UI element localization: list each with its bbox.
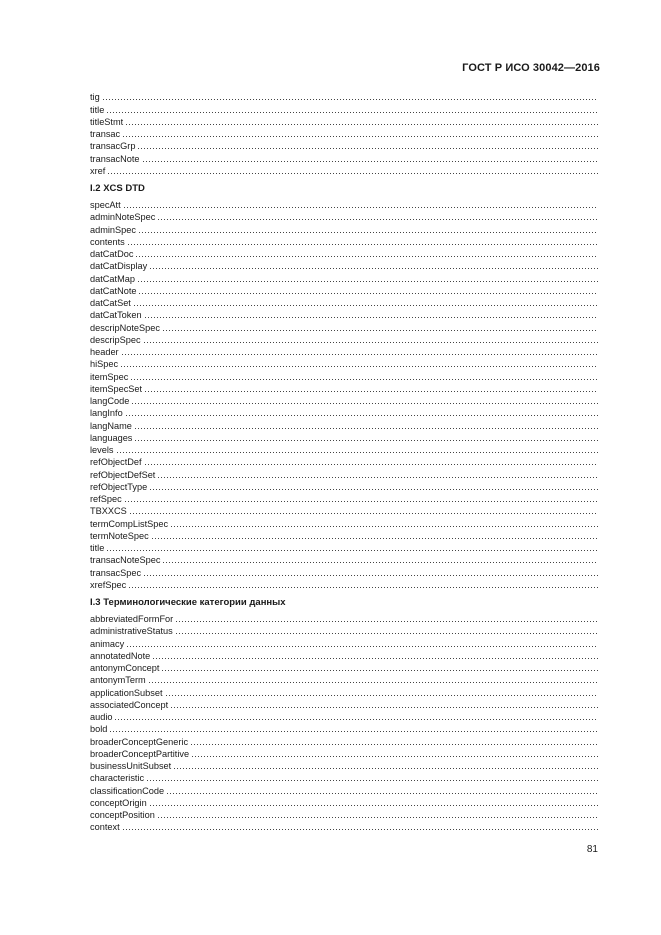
dot-leader: [148, 682, 598, 683]
index-entry-label: antonymTerm: [90, 675, 146, 686]
dot-leader: [157, 219, 598, 220]
index-entry: [90, 579, 598, 591]
dot-leader: [144, 317, 598, 318]
index-entry: [90, 772, 598, 784]
index-entry-label: itemSpecSet: [90, 383, 143, 394]
index-entry-label: classificationCode: [90, 785, 165, 796]
dot-leader: [144, 464, 598, 465]
index-entry: [90, 370, 598, 382]
index-entry-label: descripNoteSpec: [90, 322, 160, 333]
index-entry: [90, 456, 598, 468]
index-entry-label: languages: [90, 432, 133, 443]
dot-leader: [191, 756, 598, 757]
index-entry-label: refObjectDefSet: [90, 469, 156, 480]
index-entry-label: broaderConceptGeneric: [90, 736, 189, 747]
index-entry: [90, 223, 598, 235]
dot-leader: [126, 646, 598, 647]
index-entry-label: refObjectType: [90, 481, 148, 492]
index-entry: [90, 236, 598, 248]
index-entry: [90, 821, 598, 833]
index-entry: [90, 637, 598, 649]
dot-leader: [162, 330, 598, 331]
dot-leader: [138, 293, 598, 294]
index-entry-label: langName: [90, 420, 132, 431]
dot-leader: [109, 731, 598, 732]
index-entry: [90, 674, 598, 686]
index-entry: [90, 309, 598, 321]
dot-leader: [143, 342, 598, 343]
dot-leader: [122, 829, 598, 830]
index-entry: [90, 735, 598, 747]
index-entry-label: animacy: [90, 638, 125, 649]
index-entry: [90, 272, 598, 284]
index-entry: [90, 383, 598, 395]
dot-leader: [166, 793, 598, 794]
document-header: ГОСТ Р ИСО 30042—2016: [462, 62, 600, 74]
dot-leader: [149, 268, 598, 269]
index-entry-label: applicationSubset: [90, 687, 163, 698]
index-entry: [90, 165, 598, 177]
index-entry-label: broaderConceptPartitive: [90, 748, 190, 759]
index-entry: [90, 723, 598, 735]
dot-leader: [106, 550, 598, 551]
index-entry: [90, 505, 598, 517]
index-entry-label: datCatSet: [90, 298, 131, 308]
index-section-continued: [90, 91, 598, 177]
index-entry: [90, 711, 598, 723]
dot-leader: [175, 621, 598, 622]
index-entry-label: titleStmt: [90, 116, 124, 127]
index-entry: [90, 152, 598, 164]
index-entry: [90, 395, 598, 407]
index-entry: [90, 432, 598, 444]
index-entry: [90, 321, 598, 333]
index-entry: [90, 444, 598, 456]
dot-leader: [170, 707, 598, 708]
index-entry: [90, 346, 598, 358]
index-entry: [90, 199, 598, 211]
dot-leader: [175, 633, 598, 634]
index-entry: [90, 481, 598, 493]
index-entry-label: antonymConcept: [90, 663, 160, 673]
index-entry-label: termCompListSpec: [90, 518, 169, 529]
index-entry-label: transacGrp: [90, 141, 136, 152]
dot-leader: [137, 281, 598, 282]
dot-leader: [170, 526, 598, 527]
index-entry: [90, 625, 598, 637]
index-entry: [90, 211, 598, 223]
index-entry: [90, 140, 598, 152]
index-section-data-categories: [90, 613, 598, 834]
page-number: 81: [586, 844, 598, 855]
dot-leader: [152, 658, 598, 659]
index-entry-label: title: [90, 543, 105, 553]
index-entry: [90, 493, 598, 505]
dot-leader: [161, 670, 598, 671]
index-entry: [90, 297, 598, 309]
dot-leader: [135, 256, 598, 257]
index-entry: [90, 468, 598, 480]
index-entry-label: langCode: [90, 396, 130, 406]
index-entry-label: context: [90, 822, 120, 833]
dot-leader: [162, 562, 598, 563]
index-entry-label: TBXXCS: [90, 506, 127, 517]
dot-leader: [144, 391, 598, 392]
index-entry-label: businessUnitSubset: [90, 761, 172, 771]
index-entry: [90, 760, 598, 772]
index-entry-label: itemSpec: [90, 371, 129, 382]
dot-leader: [127, 244, 598, 245]
index-entry: [90, 334, 598, 346]
index-entry-label: datCatDisplay: [90, 261, 148, 272]
dot-leader: [149, 805, 598, 806]
index-entry-label: descripSpec: [90, 334, 141, 345]
dot-leader: [125, 124, 598, 125]
dot-leader: [121, 354, 598, 355]
index-entry: [90, 517, 598, 529]
dot-leader: [102, 99, 598, 100]
index-entry-label: conceptPosition: [90, 810, 155, 820]
index-entry-label: transacSpec: [90, 567, 142, 578]
dot-leader: [128, 587, 598, 588]
index-entry-label: transac: [90, 129, 121, 139]
index-entry-label: xrefSpec: [90, 579, 127, 590]
dot-leader: [123, 207, 598, 208]
index-entry: [90, 419, 598, 431]
section-title-data-categories: I.3 Терминологические категории данных: [90, 596, 286, 608]
index-entry-label: audio: [90, 712, 113, 722]
index-entry: [90, 116, 598, 128]
index-entry: [90, 662, 598, 674]
index-entry: [90, 285, 598, 297]
index-entry-label: specAtt: [90, 200, 121, 210]
index-entry: [90, 566, 598, 578]
index-entry-label: associatedConcept: [90, 699, 169, 710]
dot-leader: [116, 452, 599, 453]
dot-leader: [142, 161, 598, 162]
index-entry-label: tig: [90, 92, 100, 103]
dot-leader: [149, 489, 598, 490]
index-entry: [90, 91, 598, 103]
index-entry: [90, 407, 598, 419]
index-entry-label: datCatDoc: [90, 249, 134, 259]
index-entry-label: levels: [90, 445, 114, 455]
index-entry: [90, 748, 598, 760]
dot-leader: [165, 695, 598, 696]
index-entry-label: adminSpec: [90, 224, 136, 235]
index-entry: [90, 554, 598, 566]
index-entry: [90, 542, 598, 554]
index-entry-label: annotatedNote: [90, 650, 151, 661]
section-title-xcs-dtd: I.2 XCS DTD: [90, 182, 145, 194]
index-entry-label: header: [90, 347, 119, 357]
index-entry: [90, 686, 598, 698]
index-entry: [90, 650, 598, 662]
index-entry: [90, 613, 598, 625]
dot-leader: [157, 817, 598, 818]
index-entry-label: title: [90, 104, 105, 115]
index-entry-label: characteristic: [90, 773, 145, 784]
dot-leader: [124, 501, 598, 502]
index-list: [90, 91, 598, 833]
dot-leader: [134, 428, 598, 429]
index-entry: [90, 797, 598, 809]
index-entry-label: datCatMap: [90, 273, 135, 284]
index-entry: [90, 103, 598, 115]
dot-leader: [151, 538, 598, 539]
dot-leader: [173, 768, 598, 769]
dot-leader: [137, 148, 598, 149]
dot-leader: [114, 719, 598, 720]
index-entry-label: hiSpec: [90, 359, 119, 370]
index-entry-label: bold: [90, 724, 108, 735]
index-entry: [90, 530, 598, 542]
index-entry-label: transacNote: [90, 153, 140, 164]
dot-leader: [131, 403, 598, 404]
index-entry: [90, 358, 598, 370]
dot-leader: [134, 440, 598, 441]
dot-leader: [120, 366, 598, 367]
dot-leader: [129, 513, 598, 514]
dot-leader: [157, 477, 598, 478]
index-entry-label: conceptOrigin: [90, 797, 147, 808]
index-section-xcs-dtd: [90, 199, 598, 591]
dot-leader: [130, 379, 598, 380]
dot-leader: [190, 744, 598, 745]
dot-leader: [125, 415, 598, 416]
index-entry-label: contents: [90, 236, 125, 247]
index-entry: [90, 260, 598, 272]
index-entry-label: administrativeStatus: [90, 626, 173, 637]
index-entry-label: adminNoteSpec: [90, 212, 156, 223]
index-entry-label: termNoteSpec: [90, 530, 149, 541]
dot-leader: [143, 575, 598, 576]
index-entry-label: xref: [90, 165, 106, 176]
index-entry-label: abbreviatedFormFor: [90, 614, 174, 624]
index-entry-label: refObjectDef: [90, 457, 142, 468]
index-entry-label: langInfo: [90, 408, 123, 419]
index-entry: [90, 248, 598, 260]
index-entry-label: refSpec: [90, 494, 122, 504]
dot-leader: [106, 112, 598, 113]
index-entry: [90, 699, 598, 711]
index-entry-label: datCatNote: [90, 285, 137, 296]
dot-leader: [107, 173, 598, 174]
index-entry: [90, 784, 598, 796]
index-entry-label: transacNoteSpec: [90, 555, 161, 566]
dot-leader: [138, 232, 598, 233]
index-entry: [90, 128, 598, 140]
index-entry-label: datCatToken: [90, 310, 142, 321]
dot-leader: [122, 136, 598, 137]
index-entry: [90, 809, 598, 821]
dot-leader: [146, 780, 598, 781]
dot-leader: [133, 305, 598, 306]
